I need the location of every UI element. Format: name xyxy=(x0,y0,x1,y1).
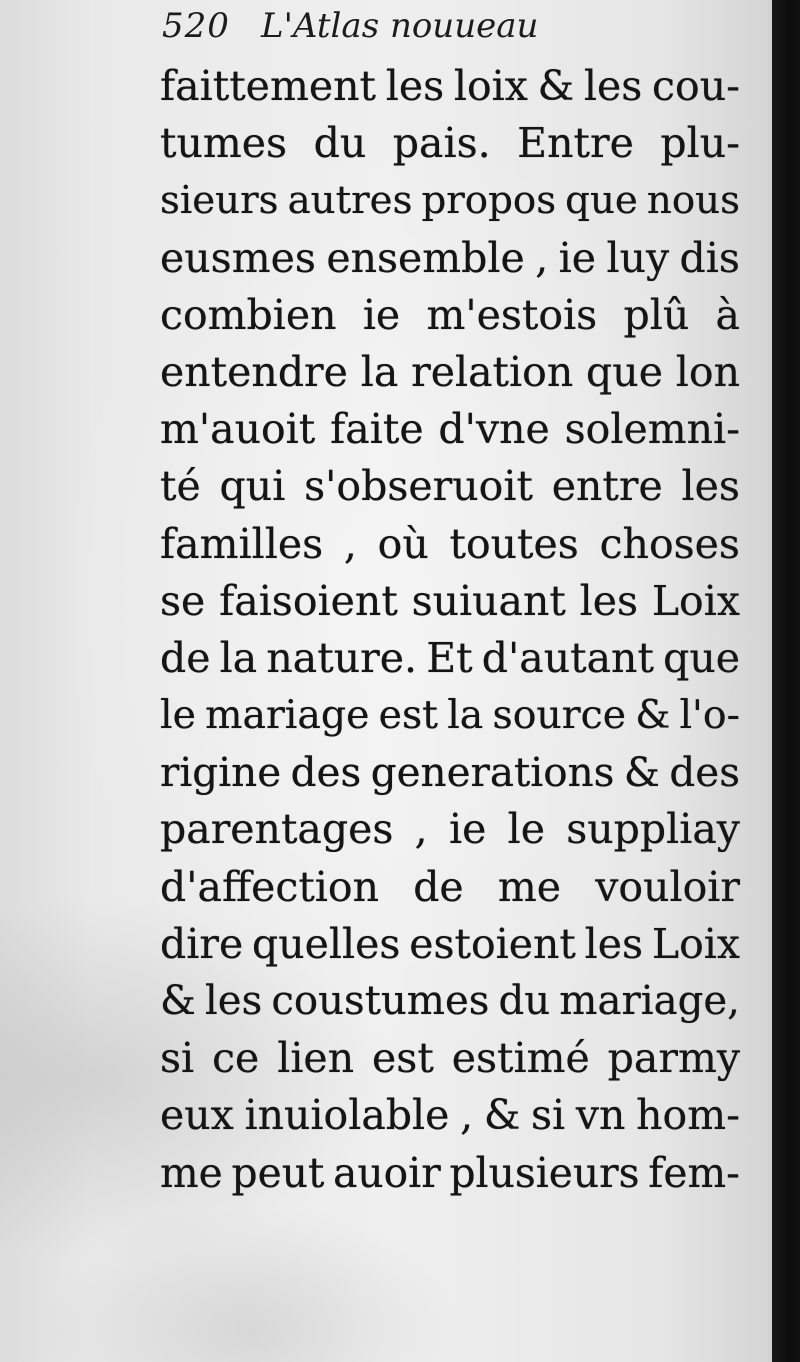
text-line: sieurs autres propos que nous xyxy=(160,178,740,224)
text-line: tumes du pais. Entre plu- xyxy=(160,119,740,168)
text-line: familles , où toutes choses xyxy=(160,519,740,568)
text-line: & les coustumes du mariage, xyxy=(160,978,740,1024)
text-line: le mariage est la source & l'o- xyxy=(160,692,740,739)
page-number: 520 xyxy=(162,6,230,46)
text-line: eux inuiolable , & si vn hom- xyxy=(160,1091,740,1140)
page-header xyxy=(162,6,538,50)
text-line: combien ie m'estois plû à xyxy=(160,290,740,339)
binding-shadow xyxy=(772,0,800,1362)
text-line: d'affection de me vouloir xyxy=(160,862,740,911)
text-line: se faisoient suiuant les Loix xyxy=(160,576,740,625)
text-line: m'auoit faite d'vne solemni- xyxy=(160,405,740,454)
running-title: L'Atlas nouueau xyxy=(261,6,539,46)
text-line: té qui s'obseruoit entre les xyxy=(160,462,740,511)
text-line: dire quelles estoient les Loix xyxy=(160,919,740,968)
text-line: de la nature. Et d'autant que xyxy=(160,633,740,682)
text-line: me peut auoir plusieurs fem- xyxy=(160,1148,740,1197)
text-line: si ce lien est estimé parmy xyxy=(160,1034,740,1083)
text-line: parentages , ie le suppliay xyxy=(160,805,740,854)
body-text xyxy=(160,58,740,1202)
text-line: faittement les loix & les cou- xyxy=(160,62,740,110)
text-line: eusmes ensemble , ie luy dis xyxy=(160,233,740,282)
text-line: entendre la relation que lon xyxy=(160,347,740,396)
text-line: rigine des generations & des xyxy=(160,748,740,797)
